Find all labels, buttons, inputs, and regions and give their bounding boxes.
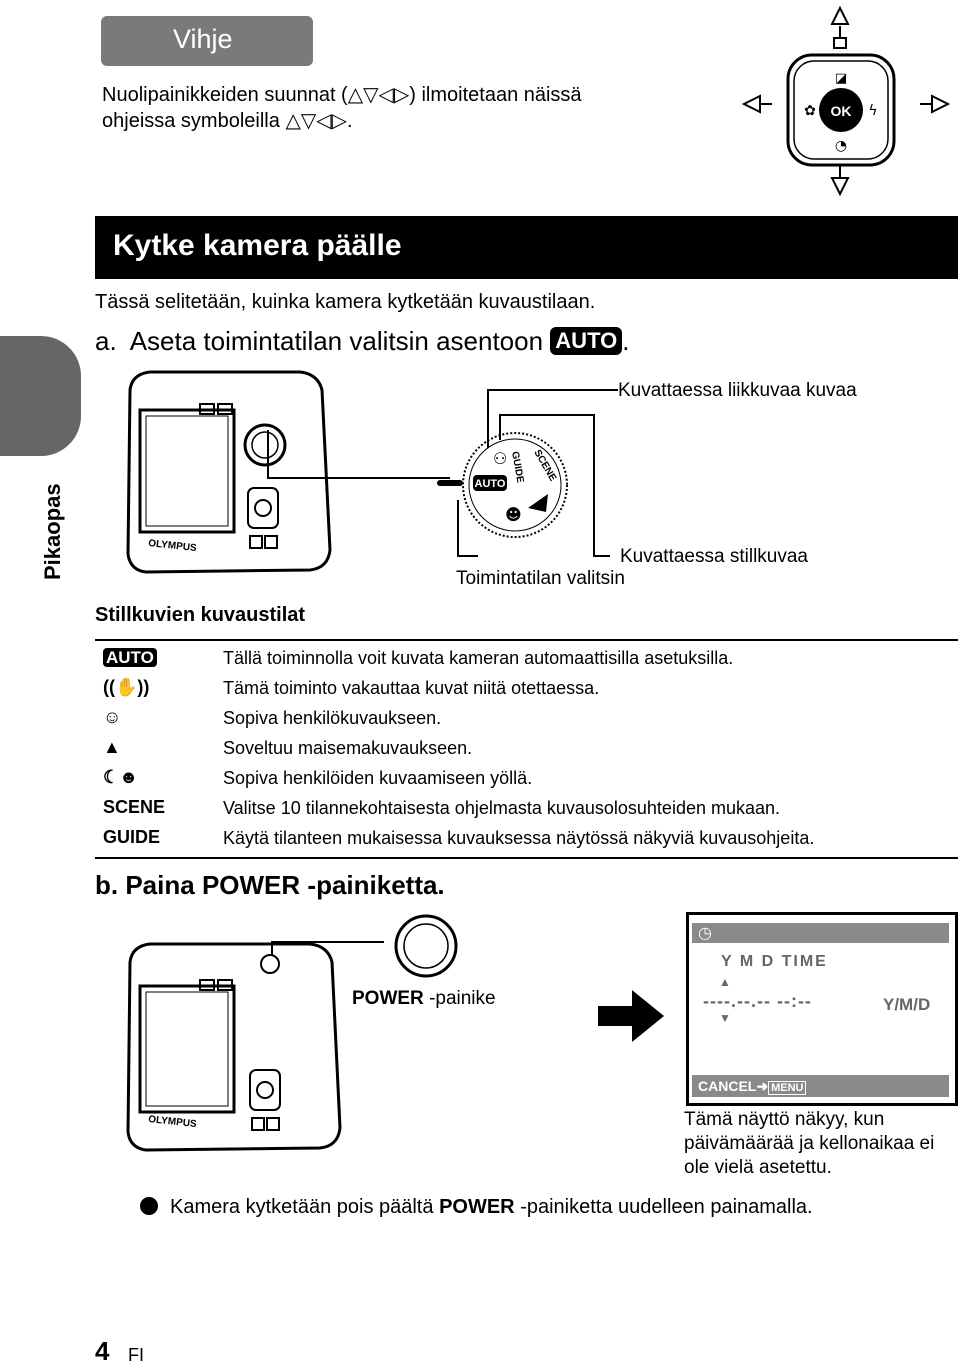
mode-row-portrait [95, 703, 958, 733]
mode-desc: Soveltuu maisemakuvaukseen. [223, 738, 473, 758]
lcd-format: Y/M/D [883, 995, 931, 1014]
arrow-up-icon [832, 8, 848, 24]
lcd-up-icon: ▲ [719, 975, 731, 989]
callout-still: Kuvattaessa stillkuvaa [620, 546, 808, 567]
mode-dial [463, 433, 567, 537]
callout-movie: Kuvattaessa liikkuvaa kuvaa [618, 380, 857, 401]
flash-icon: ϟ [868, 103, 878, 119]
power-label [352, 988, 496, 1010]
clock-icon: ◷ [698, 925, 712, 942]
mode-desc: Käytä tilanteen mukaisessa kuvauksessa näytössä näkyviä kuvausohjeita. [223, 828, 815, 848]
lcd-ymd: Y M D TIME [721, 953, 828, 970]
dial-guide-label: GUIDE [509, 450, 526, 484]
section-intro: Tässä selitetään, kuinka kamera kytketään kuvaustilaan. [95, 291, 596, 313]
camera-illustration [128, 944, 340, 1150]
modes-heading: Stillkuvien kuvaustilat [95, 604, 306, 626]
side-tab [0, 336, 81, 456]
arrow-left-icon [744, 96, 760, 112]
callout-selector: Toimintatilan valitsin [456, 568, 625, 589]
bullet-icon [140, 1197, 158, 1215]
side-tab-label: Pikaopas [40, 483, 65, 580]
arrow-down-icon [832, 178, 848, 194]
lcd-screen [686, 912, 958, 1106]
camera-brand: OLYMPUS [147, 538, 198, 555]
bullet-suffix: -painiketta uudelleen painamalla. [520, 1196, 813, 1218]
dial-scene-label: SCENE [531, 448, 559, 484]
auto-mode-icon: AUTO [103, 648, 157, 667]
dpad-diagram [730, 0, 960, 200]
lcd-note: Tämä näyttö näkyy, kun päivämäärää ja kellonaikaa ei ole vielä asetettu. [684, 1109, 935, 1178]
power-word: POWER [201, 870, 301, 900]
arrow-symbols-icon: △▽◁▷ [285, 110, 347, 132]
portrait-icon: ☺ [103, 707, 122, 727]
movie-icon: ⚇ [493, 449, 508, 468]
arrow-right-icon [598, 990, 664, 1042]
step-a-prefix: a. [95, 326, 117, 356]
step-a [95, 326, 629, 357]
self-timer-icon: ◔ [834, 138, 848, 154]
scene-icon: SCENE [103, 797, 166, 817]
section-title: Kytke kamera päälle [113, 229, 402, 262]
power-diagram [100, 910, 680, 1170]
exposure-icon: ◪ [834, 71, 848, 86]
lcd-down-icon: ▼ [719, 1011, 731, 1025]
camera-brand: OLYMPUS [147, 1114, 198, 1131]
arrow-right-icon [932, 96, 948, 112]
night-portrait-icon: ☾☻ [103, 767, 139, 787]
step-a-text: Aseta toimintatilan valitsin asentoon [129, 326, 544, 356]
section-title-bar [95, 216, 958, 279]
hint-title: Vihje [173, 24, 233, 54]
hint-line2-end: . [346, 110, 353, 132]
auto-mode-icon: AUTO [550, 327, 622, 355]
mode-desc: Sopiva henkilöiden kuvaamiseen yöllä. [223, 768, 533, 788]
menu-label: MENU [768, 1081, 806, 1095]
lcd-cancel [698, 1078, 806, 1095]
ok-label: OK [830, 103, 852, 119]
mode-row-landscape [95, 733, 958, 763]
mode-row-scene [95, 793, 958, 823]
portrait-icon: ☻ [505, 505, 522, 524]
arrow-icon: ➜ [756, 1078, 769, 1094]
mode-row-night-portrait [95, 763, 958, 793]
power-word: POWER [439, 1196, 515, 1218]
mode-desc: Valitse 10 tilannekohtaisesta ohjelmasta kuvausolosuhteiden mukaan. [223, 798, 781, 818]
arrow-symbols-icon: △▽◁▷ [347, 84, 410, 106]
mode-desc: Tämä toiminto vakauttaa kuvat niitä otettaessa. [223, 678, 600, 698]
power-word: POWER [352, 988, 424, 1009]
landscape-icon: ▲ [103, 737, 121, 757]
hint-line2: ohjeissa symboleilla [102, 110, 280, 132]
lcd-date-dashes: ----.--.-- --:-- [703, 991, 812, 1011]
step-b-suffix: -painiketta. [307, 870, 445, 900]
mode-desc: Tällä toiminnolla voit kuvata kameran automaattisilla asetuksilla. [223, 648, 734, 668]
hint-header [101, 16, 313, 66]
hint-line1-b: ) ilmoitetaan näissä [409, 84, 582, 106]
lcd-footer [692, 1075, 949, 1097]
guide-icon: GUIDE [103, 827, 161, 847]
step-b-prefix: b. Paina [95, 870, 195, 900]
page-number: 4 [95, 1336, 110, 1366]
stabilize-icon: ((✋)) [103, 677, 150, 697]
lcd-header [692, 923, 949, 943]
camera-illustration [128, 372, 330, 572]
page-language: FI [128, 1345, 144, 1365]
step-a-end: . [622, 326, 630, 356]
mode-row-auto [95, 643, 958, 673]
bullet-note [140, 1196, 813, 1219]
modes-table [95, 639, 958, 859]
cancel-label: CANCEL [698, 1078, 757, 1094]
mode-desc: Sopiva henkilökuvaukseen. [223, 708, 442, 728]
dial-auto-label: AUTO [474, 478, 506, 490]
bullet-prefix: Kamera kytketään pois päältä [170, 1196, 434, 1218]
step-b [95, 870, 445, 901]
macro-icon: ✿ [804, 103, 816, 119]
power-label-suffix: -painike [429, 988, 496, 1009]
hint-line1-a: Nuolipainikkeiden suunnat ( [102, 84, 348, 106]
mode-row-guide [95, 823, 958, 853]
mode-row-stabilize [95, 673, 958, 703]
hint-text [102, 82, 702, 134]
power-button-graphic [396, 916, 456, 976]
